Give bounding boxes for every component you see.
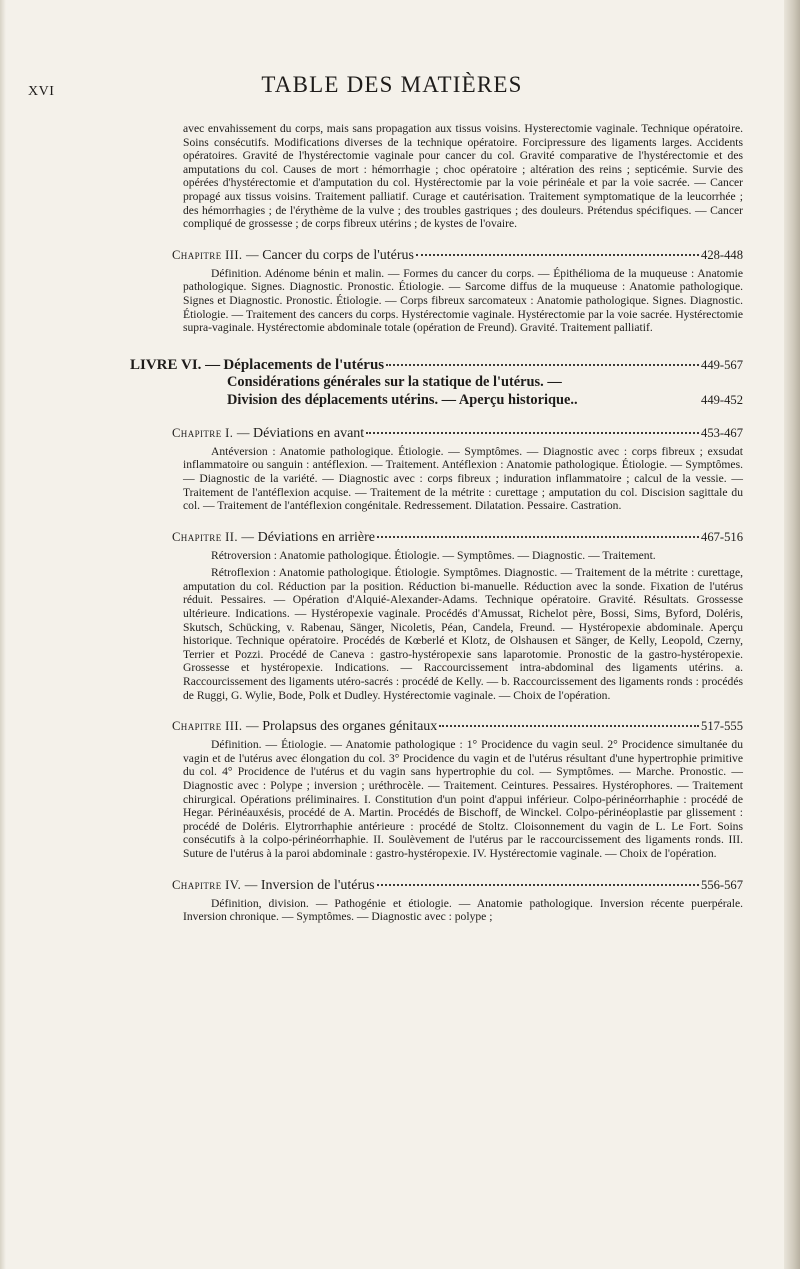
intro-paragraph: avec envahissement du corps, mais sans propagation aux tissus voisins. Hysterectomie vaginale. Technique opératoire. Soins consécutifs. Modifications diverses de la technique opératoire. Forcipressure des ligaments larges. Accidents opératoires. Gravité de l'hystérectomie vaginale pour cancer du col. Gravité comparative de l'hystérectomie et des amputations du col. Causes de mort : hémorrhagie ; choc opératoire ; altération des reins ; septicémie. Survie des opérées d'hystérectomie et d'amputation du col. Hystérectomie par la voie périnéale et par la voie sacrée. — Cancer propagé aux tissus voisins. Traitement palliatif. Curage et cautérisation. Traitement symptomatique de la leucorrhée ; des hémorrhagies ; de l'érythème de la vulve ; des troubles gastriques ; des douleurs. Prétendus spécifiques. — Cancer compliqué de grossesse ; de corps fibreux utérins ; de kystes de l'ovaire. [183, 122, 743, 231]
livre-subtitle-2: Division des déplacements utérins. — Aperçu historique.. 449-452 [227, 391, 743, 408]
chapter-pages: 467-516 [701, 529, 743, 544]
page-header: TABLE DES MATIÈRES [261, 72, 523, 97]
chapter-pages: 556-567 [701, 877, 743, 892]
chapter-pages: 428-448 [701, 247, 743, 262]
livre-label: LIVRE VI. — [130, 356, 221, 373]
livre-pages: 449-567 [701, 357, 743, 372]
chapter-summary: Définition. Adénome bénin et malin. — Formes du cancer du corps. — Épithélioma de la muqueuse : Anatomie pathologique. Signes. Diagnostic. Pronostic. Étiologie. — Sarcome diffus de la muqueuse : Anatomie pathologique. Signes et Diagnostic. Pronostic. Étiologie. — Corps fibreux sarcomateux : Anatomie pathologique. Signes. Diagnostic. Étiologie. — Traitement des cancers du corps. Hystérectomie vaginale. Hystérectomie par la voie sacrée. Hystérectomie supra-vaginale. Hystérectomie abdominale totale (opération de Freund). Gravité. Traitement palliatif. [183, 266, 743, 335]
toc-content [130, 122, 743, 924]
chapter-label: Chapitre IV. — [172, 877, 258, 892]
chapter-label: Chapitre III. — [172, 719, 260, 734]
chapter-title: Déviations en avant [253, 425, 365, 441]
chapter-title: Prolapsus des organes génitaux [262, 719, 438, 735]
chapter-title: Déviations en arrière [257, 529, 375, 545]
page-right-edge [784, 0, 800, 1269]
chapter-pages: 453-467 [701, 425, 743, 440]
leader-dots [386, 364, 699, 366]
toc-entry-ch4-inversion [172, 877, 743, 894]
page-folio: XVI [28, 84, 55, 99]
toc-entry-ch3-prolapsus [172, 718, 743, 735]
chapter-summary: Définition, division. — Pathogénie et étiologie. — Anatomie pathologique. Inversion récente puerpérale. Inversion chronique. — Symptômes. — Diagnostic avec : polype ; [183, 896, 743, 924]
toc-entry-livre-vi [130, 357, 743, 373]
toc-entry-ch3-cancer [172, 247, 743, 264]
toc-entry-ch1-deviations-avant [172, 425, 743, 442]
livre-subtitle-1: Considérations générales sur la statique de l'utérus. — [227, 373, 562, 390]
chapter-summary-retroflexion: Rétroflexion : Anatomie pathologique. Étiologie. Symptômes. Diagnostic. — Traitement de la métrite : curettage, amputation du col. Réduction par la position. Réduction bi-manuelle. Réduction avec la sonde. Fixation de l'utérus réduit. Pessaires. — Opération d'Alquié-Alexander-Adams. Technique opératoire. Gravité. Résultats. Grossesse ultérieure. Indications. — Hystéropexie vaginale. Procédés d'Amussat, Richelot père, Bossi, Sims, Byford, Doléris, Skutsch, Schücking, v. Rabenau, Sänger, Nicoletis, Péan, Candela, Freund. — Hystéropexie abdominale. Aperçu historique. Technique opératoire. Procédés de Kœberlé et Klotz, de Olshausen et Sänger, de Kelly, Leopold, Czerny, Terrier et Pozzi. Procédé de Caneva : gastro-hystéropexie sans laparotomie. Pronostic de la gastro-hystéropexie. Grossesse et hystéropexie. Indications. — Raccourcissement intra-abdominal des ligaments utérins. a. Raccourcissement des ligaments utéro-sacrés : procédé de Kelly. — b. Raccourcissement des ligaments ronds : procédés de Ruggi, G. Wylie, Bode, Polk et Dudley. Hystérectomie vaginale. — Choix de l'opération. [183, 566, 743, 702]
leader-dots [366, 432, 699, 434]
chapter-label: Chapitre III. — [172, 247, 260, 262]
toc-entry-ch2-deviations-arriere [172, 529, 743, 546]
subtitle-pages: 449-452 [701, 392, 743, 407]
leader-dots [439, 725, 699, 727]
leader-dots [377, 884, 699, 886]
chapter-label: Chapitre I. — [172, 425, 250, 440]
leader-dots [377, 536, 699, 538]
chapter-label: Chapitre II. — [172, 529, 255, 544]
livre-title: Déplacements de l'utérus [223, 356, 385, 373]
chapter-summary: Définition. — Étiologie. — Anatomie pathologique : 1° Procidence du vagin seul. 2° Procidence simultanée du vagin et de l'utérus avec élongation du col. 3° Procidence du vagin et de l'utérus résultant d'une hypertrophie primitive du col. 4° Procidence de l'utérus et du vagin sans hypertrophie du col. — Symptômes. — Marche. Pronostic. — Diagnostic avec : Polype ; inversion ; uréthrocèle. — Traitement. Ceintures. Pessaires. Hystérophores. — Traitement chirurgical. Opérations préliminaires. I. Constitution d'un point d'appui inférieur. Colpo-périnéorrhaphie : procédé de Hegar. Périnéauxésis, procédé de A. Martin. Procédés de Bischoff, de Winckel. Colpo-périnéoplastie par glissement : procédé de Doléris. Elytrorrhaphie antérieure : procédé de Stoltz. Cloisonnement du vagin de L. Le Fort. Soins consécutifs à la colpo-périnéorrhaphie. II. Soulèvement de l'utérus par le raccourcissement des ligaments ronds. III. Suture de l'utérus à la paroi abdominale : gastro-hystéropexie. IV. Hystérectomie vaginale. — Choix de l'opération. [183, 738, 743, 860]
chapter-summary: Antéversion : Anatomie pathologique. Étiologie. — Symptômes. — Diagnostic avec : corps fibreux ; exsudat inflammatoire ou sanguin : antéflexion. — Traitement. Antéflexion : Anatomie pathologique. Étiologie. — Symptômes. — Diagnostic de la variété. — Diagnostic avec : corps fibreux ; induration inflammatoire ; calcul de la vessie. — Traitement de l'antéflexion acquise. — Traitement de la métrite : curettage ; amputation du col. Discision sagittale du col. — Traitement de l'antéflexion congénitale. Redressement. Dilatation. Pessaire. Castration. [183, 444, 743, 513]
leader-dots [416, 254, 699, 256]
chapter-pages: 517-555 [701, 719, 743, 734]
chapter-title: Inversion de l'utérus [260, 877, 375, 893]
chapter-summary-retroversion: Rétroversion : Anatomie pathologique. Étiologie. — Symptômes. — Diagnostic. — Traitement. [211, 548, 656, 562]
chapter-title: Cancer du corps de l'utérus [262, 247, 414, 263]
